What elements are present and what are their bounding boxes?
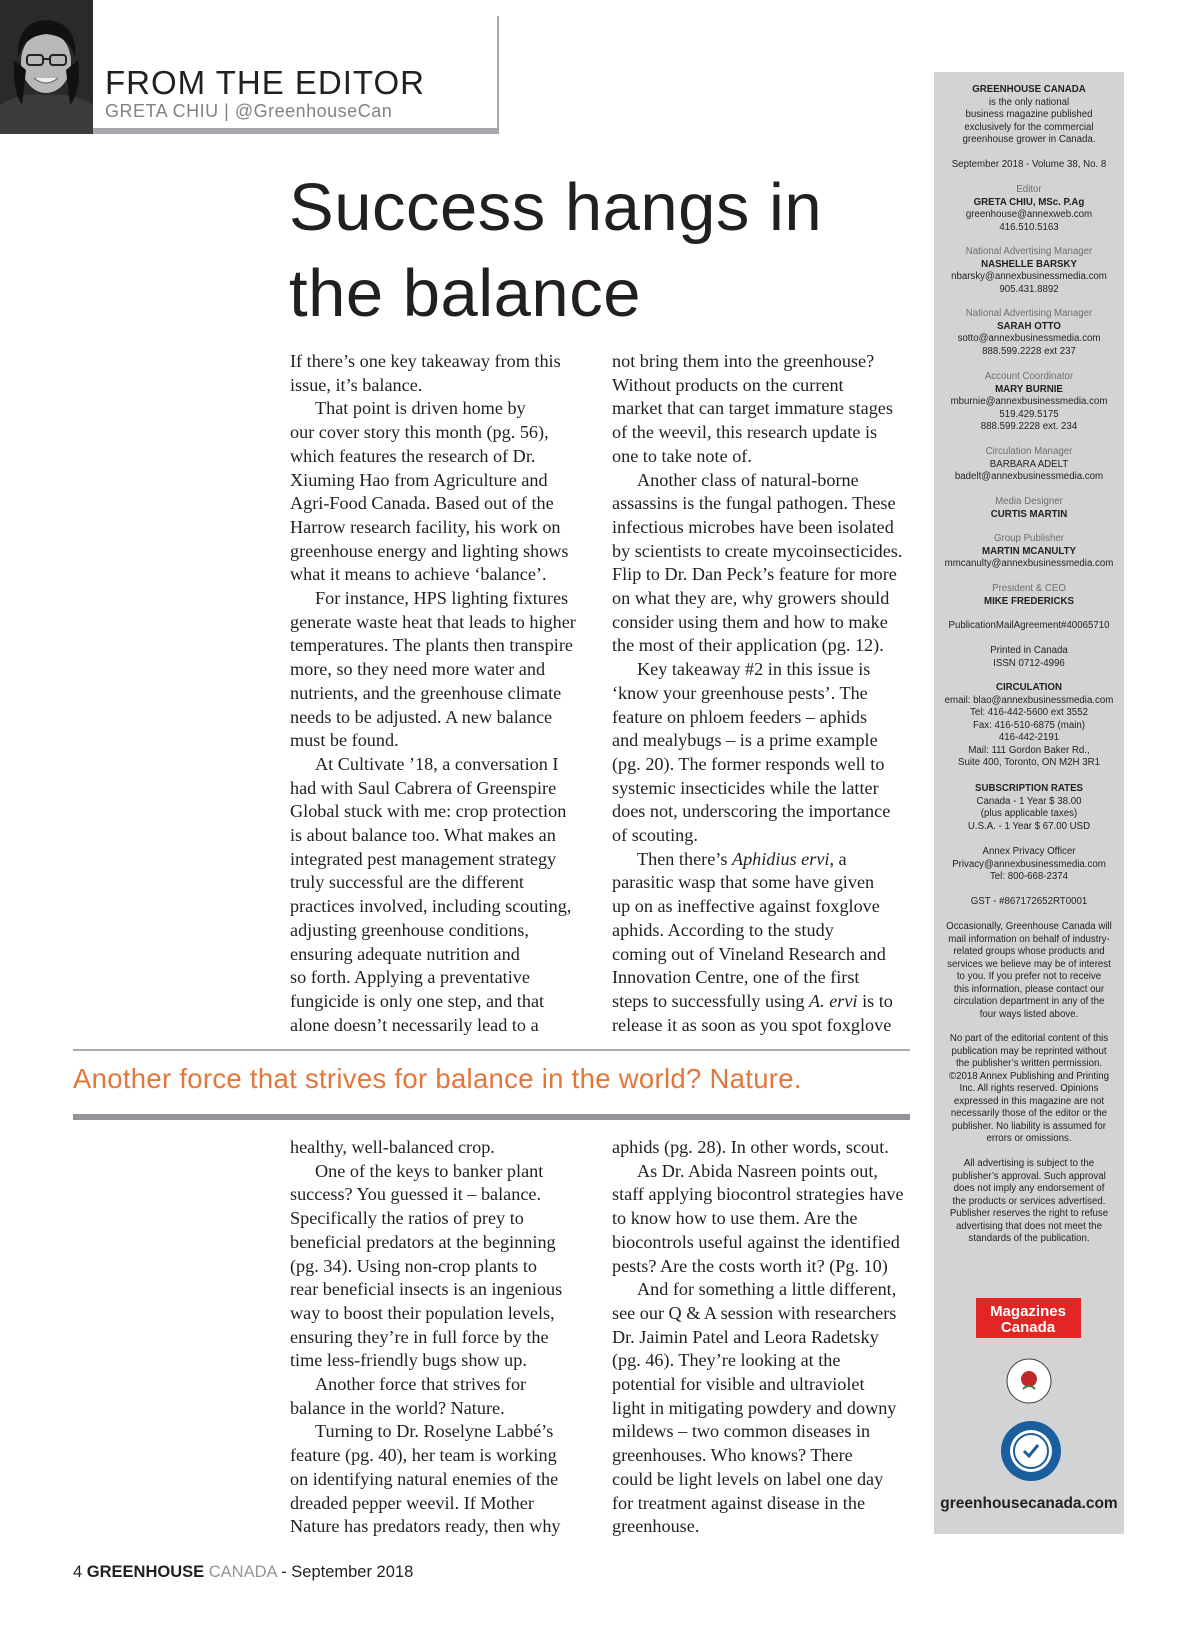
staff-name: MARY BURNIE [995, 383, 1063, 395]
text-line: temperatures. The plants then transpire [290, 635, 573, 656]
text-line: our cover story this month (pg. 56), [290, 422, 549, 443]
text-line: potential for visible and ultraviolet [612, 1374, 865, 1395]
circulation-info [934, 682, 1124, 770]
text-line: on what they are, why growers should [612, 588, 890, 609]
text-line: assassins is the fungal pathogen. These [612, 493, 896, 514]
staff-role: Media Designer [995, 496, 1063, 507]
gst-number [934, 896, 1124, 909]
cael-compliant-seal-icon [1000, 1420, 1062, 1482]
staff-name: SARAH OTTO [997, 320, 1061, 332]
text-line: which features the research of Dr. [290, 445, 536, 466]
staff-circulation-manager [934, 446, 1124, 484]
staff-editor [934, 184, 1124, 234]
staff-role: National Advertising Manager [965, 308, 1093, 319]
text-line: Flip to Dr. Dan Peck’s feature for more [612, 564, 897, 585]
staff-role: Account Coordinator [984, 371, 1074, 382]
circulation-title: CIRCULATION [995, 682, 1062, 693]
privacy-officer [934, 846, 1124, 884]
website-url: greenhousecanada.com [940, 1495, 1118, 1512]
text-line: fungicide is only one step, and that [290, 990, 545, 1011]
text-line: Another class of natural-borne [637, 469, 859, 490]
logo-text: Magazines [990, 1303, 1066, 1320]
text-line: mail information on behalf of industry- [948, 933, 1110, 945]
staff-name: BARBARA ADELT [989, 458, 1069, 470]
article-column-1-bottom [290, 1136, 592, 1539]
staff-email: mburnie@annexbusinessmedia.com [950, 396, 1108, 407]
text-line: (pg. 20). The former responds well to [612, 753, 885, 774]
pullquote: Another force that strives for balance in the world? Nature. [73, 1063, 802, 1094]
text-line: greenhouse. [612, 1516, 700, 1537]
flowers-canada-growers-logo [1005, 1355, 1053, 1407]
text-line: Another force that strives for [315, 1374, 527, 1395]
article-column-2-top [612, 350, 912, 1037]
text-line: the publisher’s written permission. [955, 1058, 1103, 1069]
text-line: Fax: 416-510-6875 (main) [972, 719, 1085, 731]
text-line: Specifically the ratios of prey to [290, 1208, 524, 1229]
text-line: Printed in Canada [990, 645, 1068, 656]
staff-ad-manager-2 [934, 308, 1124, 358]
text-line: greenhouse grower in Canada. [962, 134, 1096, 145]
text-line: exclusively for the commercial [964, 121, 1094, 133]
text-line: Inc. All rights reserved. Opinions [959, 1083, 1099, 1094]
text-line: this information, please contact our [953, 983, 1105, 995]
species-name: A. ervi [809, 990, 858, 1011]
masthead-magazine-name: GREENHOUSE CANADA [972, 84, 1086, 95]
subscription-title: SUBSCRIPTION RATES [974, 783, 1083, 794]
copyright-notice [934, 1033, 1124, 1146]
page-number: 4 [73, 1563, 83, 1581]
headline [289, 165, 889, 337]
text-line: practices involved, including scouting, [290, 896, 572, 917]
text-line: Nature has predators ready, then why [290, 1516, 561, 1537]
text-line: beneficial predators at the beginning [290, 1231, 556, 1252]
staff-name: NASHELLE BARSKY [981, 258, 1077, 270]
text-line: Privacy@annexbusinessmedia.com [952, 858, 1106, 870]
staff-email: nbarsky@annexbusinessmedia.com [951, 271, 1107, 282]
text-line: Turning to Dr. Roselyne Labbé’s [315, 1421, 554, 1442]
text-line: the most of their application (pg. 12). [612, 635, 884, 656]
text-line: generate waste heat that leads to higher [290, 611, 576, 632]
text-line: parasitic wasp that some have given [612, 872, 875, 893]
pullquote-rule-bottom [73, 1114, 910, 1120]
staff-phone: 416.510.5163 [999, 221, 1059, 233]
text-line: not bring them into the greenhouse? [612, 351, 875, 371]
editor-photo [0, 0, 93, 134]
text-line: At Cultivate ’18, a conversation I [315, 753, 559, 774]
text-line: expressed in this magazine are not [953, 1095, 1105, 1107]
staff-phone: 888.599.2228 ext 237 [982, 345, 1076, 357]
text-line: of scouting. [612, 825, 698, 846]
byline: GRETA CHIU | @GreenhouseCan [105, 101, 393, 121]
text-line: Xiuming Hao from Agriculture and [290, 469, 548, 490]
text-line: more, so they need more water and [290, 659, 546, 680]
text-line: nutrients, and the greenhouse climate [290, 682, 562, 703]
text-line: Without products on the current [612, 374, 844, 395]
staff-email: mmcanulty@annexbusinessmedia.com [944, 558, 1114, 569]
text-segment: steps to successfully using [612, 990, 810, 1011]
text-line: does not, underscoring the importance [612, 801, 891, 822]
text-line: release it as soon as you spot foxglove [612, 1014, 892, 1035]
staff-phone: 905.431.8892 [999, 283, 1059, 295]
text-line: Tel: 800-668-2374 [989, 871, 1069, 882]
issue-info [934, 159, 1124, 172]
text-line: Mail: 111 Gordon Baker Rd., [968, 744, 1090, 756]
text-line: healthy, well-balanced crop. [290, 1137, 495, 1157]
staff-email: sotto@annexbusinessmedia.com [957, 333, 1101, 344]
text-line: greenhouses. Who knows? There [612, 1445, 853, 1466]
article-column-2-bottom [612, 1136, 914, 1539]
text-line: staff applying biocontrol strategies have [612, 1184, 904, 1205]
text-line: Dr. Jaimin Patel and Leora Radetsky [612, 1326, 879, 1347]
text-line: four ways listed above. [979, 1008, 1079, 1020]
species-name: Aphidius ervi [731, 848, 830, 869]
staff-role: Group Publisher [993, 533, 1064, 544]
staff-name: CURTIS MARTIN [990, 508, 1068, 520]
logo-text: Canada [1000, 1319, 1056, 1336]
text-line: market that can target immature stages [612, 398, 893, 419]
text-line: ensuring adequate nutrition and [290, 943, 520, 964]
text-line: circulation department in any of the [953, 996, 1105, 1007]
text-line: time less-friendly bugs show up. [290, 1350, 527, 1371]
text-line: (plus applicable taxes) [980, 808, 1078, 819]
text-line: U.S.A. - 1 Year $ 67.00 USD [967, 820, 1091, 832]
text-line: (pg. 46). They’re looking at the [612, 1350, 841, 1371]
text-line: 416-442-2191 [998, 732, 1060, 743]
text-line: Suite 400, Toronto, ON M2H 3R1 [958, 757, 1100, 768]
text-line: issue, it’s balance. [290, 374, 423, 395]
text-line: greenhouse energy and lighting shows [290, 540, 569, 561]
text-line: systemic insecticides while the latter [612, 777, 879, 798]
text-line: standards of the publication. [968, 1233, 1090, 1244]
text-line: business magazine published [965, 109, 1093, 120]
text-line: Key takeaway #2 in this issue is [637, 659, 871, 680]
subscription-rates [934, 783, 1124, 833]
text-line: is the only national [988, 96, 1070, 108]
text-line: what it means to achieve ‘balance’. [290, 564, 547, 585]
text-line: advertising that does not meet the [956, 1220, 1102, 1232]
staff-media-designer [934, 496, 1124, 521]
staff-account-coordinator [934, 371, 1124, 434]
mail-agreement [934, 620, 1124, 633]
staff-ad-manager-1 [934, 246, 1124, 296]
staff-name: GRETA CHIU, MSc. P.Ag [973, 196, 1085, 208]
footer-date: - September 2018 [281, 1563, 414, 1581]
text-segment: , a [829, 848, 847, 869]
text-line: mildews – two common diseases in [612, 1421, 871, 1442]
text-line: by scientists to create mycoinsecticides. [612, 540, 903, 561]
text-line: balance in the world? Nature. [290, 1397, 505, 1418]
staff-email: greenhouse@annexweb.com [965, 209, 1093, 220]
advertising-notice [934, 1158, 1124, 1246]
text-line: And for something a little different, [637, 1279, 897, 1300]
text-line: adjusting greenhouse conditions, [290, 919, 529, 940]
text-line: Tel: 416-442-5600 ext 3552 [970, 707, 1088, 718]
text-line [612, 848, 912, 872]
text-line: services we believe may be of interest [947, 958, 1111, 970]
text-line: and mealybugs – is a prime example [612, 730, 878, 751]
text-line: necessarily those of the editor or the [950, 1108, 1108, 1119]
text-line: feature (pg. 40), her team is working [290, 1445, 557, 1466]
text-line: had with Saul Cabrera of Greenspire [290, 777, 557, 798]
staff-president [934, 583, 1124, 608]
text-line: publisher. No liability is assumed for [952, 1120, 1106, 1132]
text-line: pests? Are the costs worth it? (Pg. 10) [612, 1255, 888, 1276]
text-line: Agri-Food Canada. Based out of the [290, 493, 554, 514]
text-line: needs to be adjusted. A new balance [290, 706, 553, 727]
staff-email: badelt@annexbusinessmedia.com [954, 471, 1104, 482]
text-line: Occasionally, Greenhouse Canada will [946, 921, 1112, 932]
text-line: (pg. 34). Using non-crop plants to [290, 1255, 538, 1276]
text-line: way to boost their population levels, [290, 1302, 555, 1323]
text-line: If there’s one key takeaway from this [290, 351, 561, 371]
text-line: rear beneficial insects is an ingenious [290, 1279, 563, 1300]
text-line: integrated pest management strategy [290, 848, 557, 869]
headline-line: the balance [289, 256, 641, 331]
text-line: coming out of Vineland Research and [612, 943, 886, 964]
pullquote-rule-top [73, 1049, 910, 1051]
staff-group-publisher [934, 533, 1124, 571]
footer-brand: GREENHOUSE [86, 1563, 205, 1581]
staff-name: MARTIN MCANULTY [982, 545, 1076, 557]
text-line: is about balance too. What makes an [290, 825, 556, 846]
issue-line: September 2018 - Volume 38, No. 8 [951, 159, 1107, 170]
text-line: email: blao@annexbusinessmedia.com [944, 694, 1114, 706]
mail-agreement-number: PublicationMailAgreement#40065710 [948, 620, 1110, 631]
text-line: for treatment against disease in the [612, 1492, 866, 1513]
text-line: to know how to use them. Are the [612, 1208, 858, 1229]
staff-role: President & CEO [992, 583, 1066, 594]
footer-brand-suffix: CANADA [208, 1563, 277, 1581]
text-line: ISSN 0712-4996 [993, 657, 1065, 669]
text-line: must be found. [290, 730, 399, 751]
text-line: For instance, HPS lighting fixtures [315, 588, 569, 609]
section-title: FROM THE EDITOR [105, 64, 425, 101]
text-line: see our Q & A session with researchers [612, 1302, 897, 1323]
text-line: aphids. According to the study [612, 919, 834, 940]
print-info [934, 645, 1124, 670]
text-line: consider using them and how to make [612, 611, 888, 632]
staff-role: National Advertising Manager [965, 246, 1093, 257]
text-line: publisher’s approval. Such approval [952, 1170, 1106, 1182]
text-line: GST - #867172652RT0001 [970, 896, 1088, 907]
text-segment: Then there’s [637, 848, 732, 869]
article-column-1-top [290, 350, 592, 1037]
text-line: to you. If you prefer not to receive [956, 971, 1102, 982]
text-line: light in mitigating powdery and downy [612, 1397, 897, 1418]
text-line: alone doesn’t necessarily lead to a [290, 1014, 539, 1035]
text-line: on identifying natural enemies of the [290, 1468, 559, 1489]
headline-line: Success hangs in [289, 170, 823, 245]
staff-name: MIKE FREDERICKS [984, 595, 1074, 607]
text-line: related groups whose products and [953, 946, 1105, 957]
text-line: of the weevil, this research update is [612, 422, 878, 443]
text-line: All advertising is subject to the [963, 1158, 1095, 1169]
text-line: infectious microbes have been isolated [612, 516, 894, 537]
staff-role: Circulation Manager [985, 446, 1073, 457]
text-line: ©2018 Annex Publishing and Printing [948, 1070, 1110, 1082]
header-divider [93, 128, 499, 134]
staff-role: Editor [1016, 184, 1042, 195]
text-line: One of the keys to banker plant [315, 1160, 544, 1181]
text-segment: is to [857, 990, 893, 1011]
text-line: Harrow research facility, his work on [290, 516, 561, 537]
text-line: As Dr. Abida Nasreen points out, [637, 1160, 878, 1181]
text-line: up on as ineffective against foxglove [612, 896, 880, 917]
text-line: publication may be reprinted without [951, 1045, 1107, 1057]
text-line: biocontrols useful against the identified [612, 1231, 900, 1252]
masthead-intro [934, 84, 1124, 147]
text-line: success? You guessed it – balance. [290, 1184, 542, 1205]
text-line: ensuring they’re in full force by the [290, 1326, 549, 1347]
text-line: one to take note of. [612, 445, 752, 466]
text-line: That point is driven home by [315, 398, 526, 419]
text-line: could be light levels on label one day [612, 1468, 884, 1489]
text-line: the products or services advertised. [952, 1195, 1106, 1207]
text-line [612, 990, 912, 1014]
page-footer [73, 1563, 413, 1582]
text-line: Canada - 1 Year $ 38.00 [976, 795, 1082, 807]
text-line: Publisher reserves the right to refuse [949, 1208, 1109, 1219]
text-line: feature on phloem feeders – aphids [612, 706, 868, 727]
text-line: dreaded pepper weevil. If Mother [290, 1492, 534, 1513]
header-divider-vertical [497, 16, 499, 134]
text-line: does not imply any endorsement of [953, 1183, 1105, 1194]
staff-phone: 888.599.2228 ext. 234 [980, 421, 1078, 432]
mailing-notice [934, 921, 1124, 1021]
text-line: errors or omissions. [986, 1133, 1072, 1144]
text-line: truly successful are the different [290, 872, 524, 893]
text-line: so forth. Applying a preventative [290, 967, 530, 988]
text-line: aphids (pg. 28). In other words, scout. [612, 1137, 889, 1157]
text-line: ‘know your greenhouse pests’. The [612, 682, 868, 703]
text-line: Innovation Centre, one of the first [612, 967, 860, 988]
text-line: No part of the editorial content of this [949, 1033, 1109, 1044]
text-line: Annex Privacy Officer [982, 846, 1076, 857]
text-line: Global stuck with me: crop protection [290, 801, 567, 822]
staff-phone: 519.429.5175 [999, 408, 1059, 420]
magazines-canada-logo [976, 1298, 1081, 1338]
